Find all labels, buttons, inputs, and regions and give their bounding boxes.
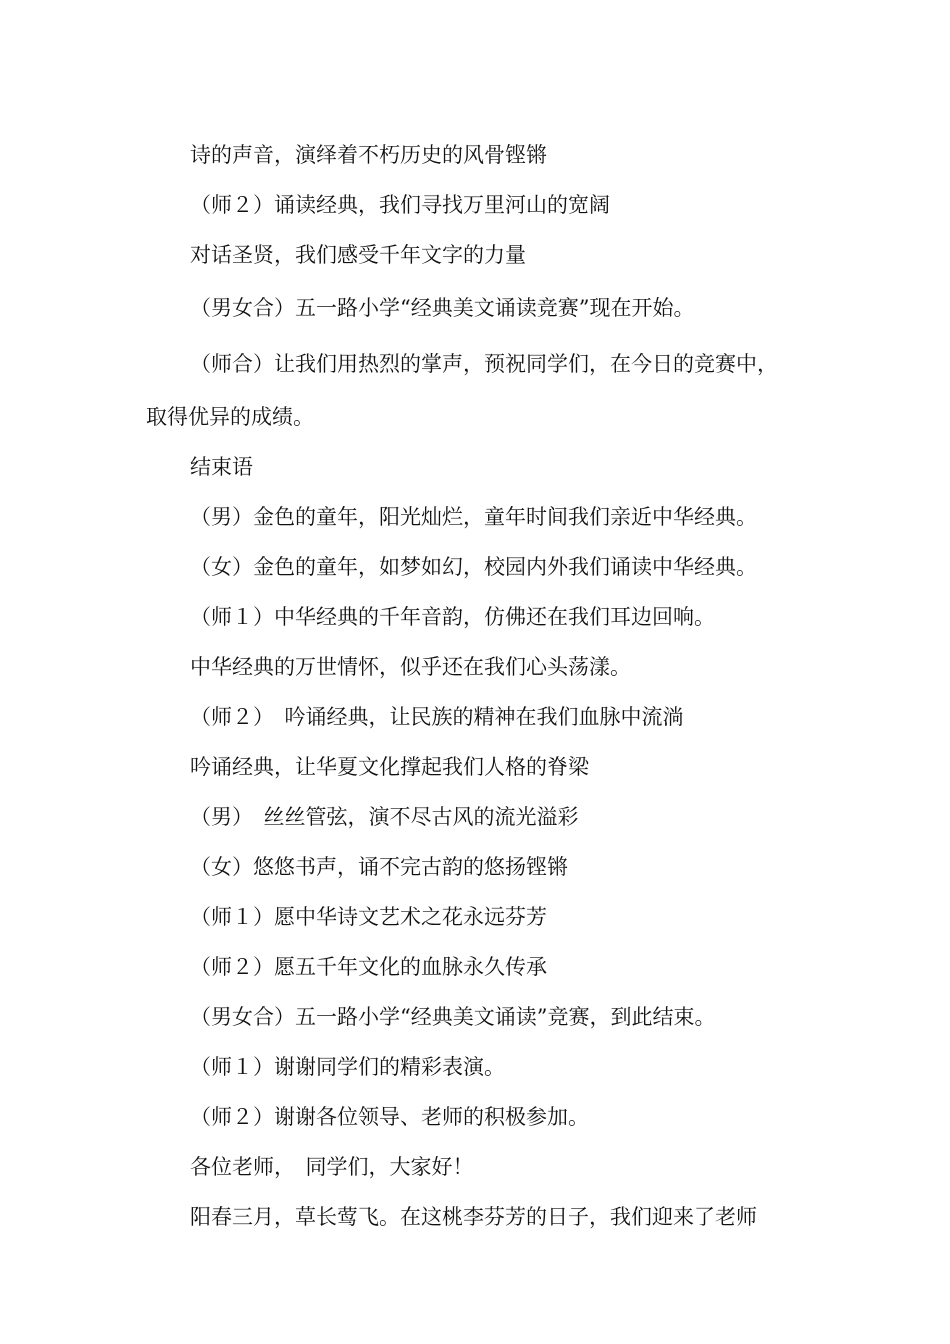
document-body	[146, 130, 826, 1242]
text-line: 诗的声音，演绎着不朽历史的风骨铿锵	[190, 143, 547, 167]
text-line: （师１）中华经典的千年音韵，仿佛还在我们耳边回响。	[190, 605, 715, 629]
text-line: （女）悠悠书声，诵不完古韵的悠扬铿锵	[190, 855, 568, 879]
text-line: （师１）谢谢同学们的精彩表演。	[190, 1055, 505, 1079]
text-line: （女）金色的童年，如梦如幻，校园内外我们诵读中华经典。	[190, 555, 757, 579]
text-line: 吟诵经典，让华夏文化撑起我们人格的脊梁	[190, 755, 589, 779]
text-line: （师２）谢谢各位领导、老师的积极参加。	[190, 1105, 589, 1129]
text-line: （师２）诵读经典，我们寻找万里河山的宽阔	[190, 193, 610, 217]
text-line: （师２） 吟诵经典，让民族的精神在我们血脉中流淌	[190, 705, 684, 729]
text-line: （师１）愿中华诗文艺术之花永远芬芳	[190, 905, 547, 929]
text-line: （男女合）五一路小学“经典美文诵读竞赛”现在开始。	[190, 296, 695, 320]
text-line: （男） 丝丝管弦，演不尽古风的流光溢彩	[190, 805, 579, 829]
text-line: （师合）让我们用热烈的掌声，预祝同学们，在今日的竞赛中，	[190, 352, 778, 376]
text-line: （男女合）五一路小学“经典美文诵读”竞赛，到此结束。	[190, 1005, 716, 1029]
text-line: 中华经典的万世情怀，似乎还在我们心头荡漾。	[190, 655, 631, 679]
text-line: 各位老师， 同学们，大家好！	[190, 1155, 474, 1179]
text-line: 阳春三月，草长莺飞。在这桃李芬芳的日子，我们迎来了老师	[190, 1205, 757, 1229]
text-line: （男）金色的童年，阳光灿烂，童年时间我们亲近中华经典。	[190, 505, 757, 529]
text-line: 对话圣贤，我们感受千年文字的力量	[190, 243, 526, 267]
section-heading: 结束语	[190, 455, 253, 479]
text-line: （师２）愿五千年文化的血脉永久传承	[190, 955, 547, 979]
text-line: 取得优异的成绩。	[146, 405, 314, 429]
